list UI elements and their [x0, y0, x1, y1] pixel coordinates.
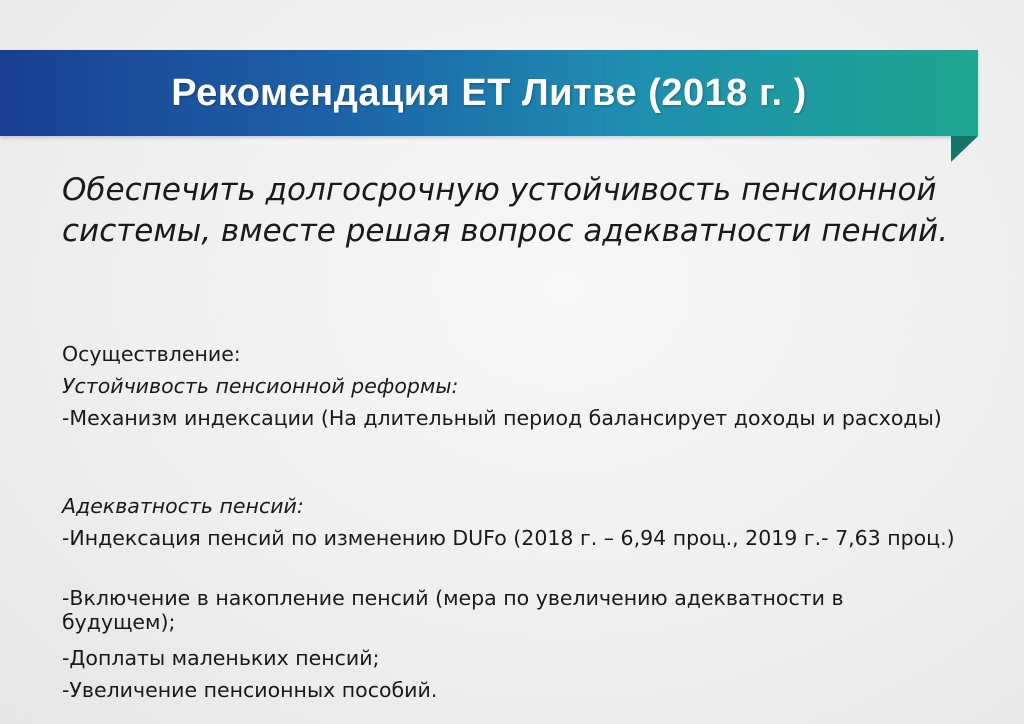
banner-fold [951, 136, 978, 162]
sustainability-item: -Механизм индексации (На длительный период балансирует доходы и расходы) [62, 406, 942, 430]
adequacy-item: -Индексация пенсий по изменению DUFo (2018 г. – 6,94 проц., 2019 г.- 7,63 проц.) [62, 526, 955, 550]
implementation-label: Осуществление: [62, 342, 241, 366]
adequacy-item: -Увеличение пенсионных пособий. [62, 678, 438, 702]
lead-statement: Обеспечить долгосрочную устойчивость пенсионной системы, вместе решая вопрос адекватности пенсий. [62, 172, 949, 249]
adequacy-item: -Доплаты маленьких пенсий; [62, 646, 380, 670]
sustainability-heading: Устойчивость пенсионной реформы: [62, 374, 459, 398]
adequacy-heading: Адекватность пенсий: [62, 494, 304, 518]
slide-title: Рекомендация ЕТ Литве (2018 г. ) [171, 72, 807, 114]
adequacy-item: -Включение в накопление пенсий (мера по увеличению адекватности в будущем); [62, 586, 844, 634]
